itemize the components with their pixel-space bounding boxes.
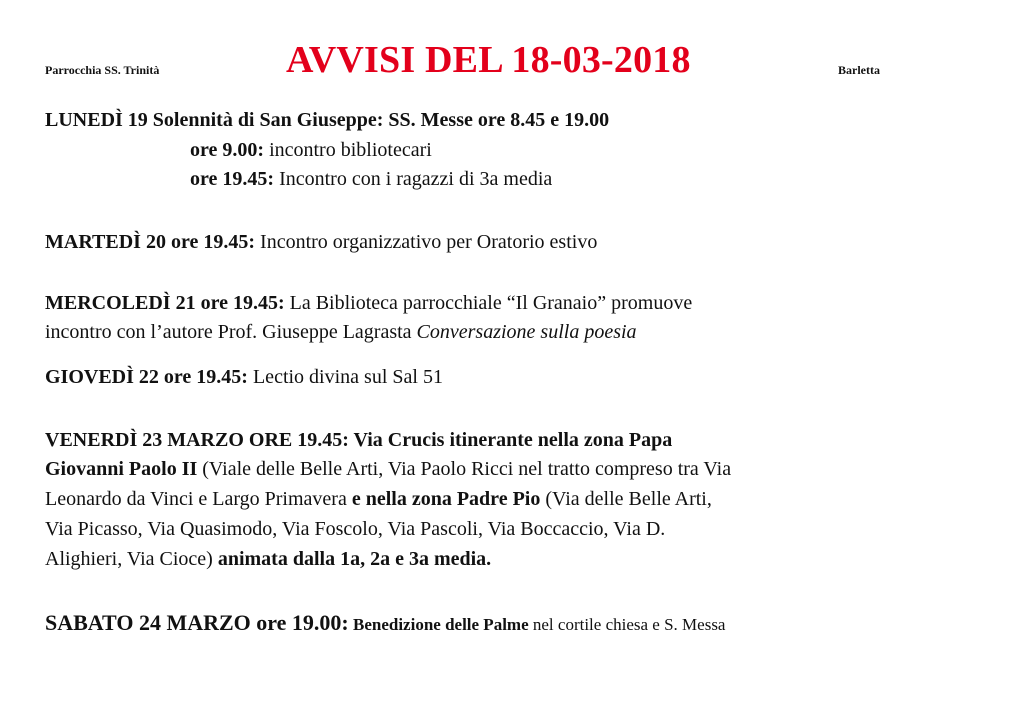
- tuesday-label: MARTEDÌ 20 ore 19.45:: [45, 231, 256, 253]
- monday-heading-text: LUNEDÌ 19 Solennità di San Giuseppe: SS. Messe ore 8.45 e 19.00: [45, 109, 610, 131]
- saturday-text: nel cortile chiesa e S. Messa: [528, 615, 726, 634]
- monday-item-2: [190, 169, 552, 189]
- friday-line-2: [45, 459, 731, 479]
- friday-heading: VENERDÌ 23 MARZO ORE 19.45: Via Crucis itinerante nella zona Papa: [45, 429, 673, 451]
- saturday-notice: [45, 612, 725, 634]
- wednesday-notice-line-1: [45, 293, 692, 313]
- monday-item-1-time: ore 9.00:: [190, 139, 265, 161]
- monday-item-1: [190, 140, 432, 160]
- friday-animated-by: animata dalla 1a, 2a e 3a media.: [217, 548, 492, 570]
- friday-zone-2: e nella zona Padre Pio: [351, 488, 541, 510]
- page-title: AVVISI DEL 18-03-2018: [286, 39, 691, 81]
- wednesday-label: MERCOLEDÌ 21 ore 19.45:: [45, 292, 285, 314]
- friday-line-4: [45, 519, 665, 539]
- friday-line-2-text: (Viale delle Belle Arti, Via Paolo Ricci nel tratto compreso tra Via: [197, 458, 732, 480]
- thursday-notice: [45, 367, 443, 387]
- saturday-label: SABATO 24 MARZO ore 19.00:: [45, 610, 349, 635]
- wednesday-notice-line-2: [45, 322, 637, 342]
- monday-item-2-text: Incontro con i ragazzi di 3a media: [274, 168, 553, 190]
- friday-line-1: [45, 430, 672, 450]
- friday-line-3-text: Leonardo da Vinci e Largo Primavera: [45, 488, 352, 510]
- saturday-event: Benedizione delle Palme: [348, 615, 529, 634]
- wednesday-text-2: incontro con l’autore Prof. Giuseppe Lagrasta: [45, 321, 417, 343]
- friday-line-3-text-2: (Via delle Belle Arti,: [540, 488, 712, 510]
- friday-line-5-text: Alighieri, Via Cioce): [45, 548, 218, 570]
- thursday-label: GIOVEDÌ 22 ore 19.45:: [45, 366, 248, 388]
- monday-item-1-text: incontro bibliotecari: [264, 139, 432, 161]
- parish-name: Parrocchia SS. Trinità: [45, 63, 160, 77]
- friday-line-4-text: Via Picasso, Via Quasimodo, Via Foscolo, Via Pascoli, Via Boccaccio, Via D.: [45, 518, 666, 540]
- city-name: Barletta: [838, 63, 880, 77]
- friday-line-5: [45, 549, 491, 569]
- wednesday-text-1: La Biblioteca parrocchiale “Il Granaio” promuove: [284, 292, 693, 314]
- tuesday-text: Incontro organizzativo per Oratorio estivo: [255, 231, 598, 253]
- thursday-text: Lectio divina sul Sal 51: [247, 366, 443, 388]
- monday-heading: [45, 110, 609, 130]
- wednesday-event-title: Conversazione sulla poesia: [416, 321, 637, 343]
- tuesday-notice: [45, 232, 597, 252]
- friday-line-3: [45, 489, 712, 509]
- monday-item-2-time: ore 19.45:: [190, 168, 275, 190]
- friday-zone-1: Giovanni Paolo II: [45, 458, 198, 480]
